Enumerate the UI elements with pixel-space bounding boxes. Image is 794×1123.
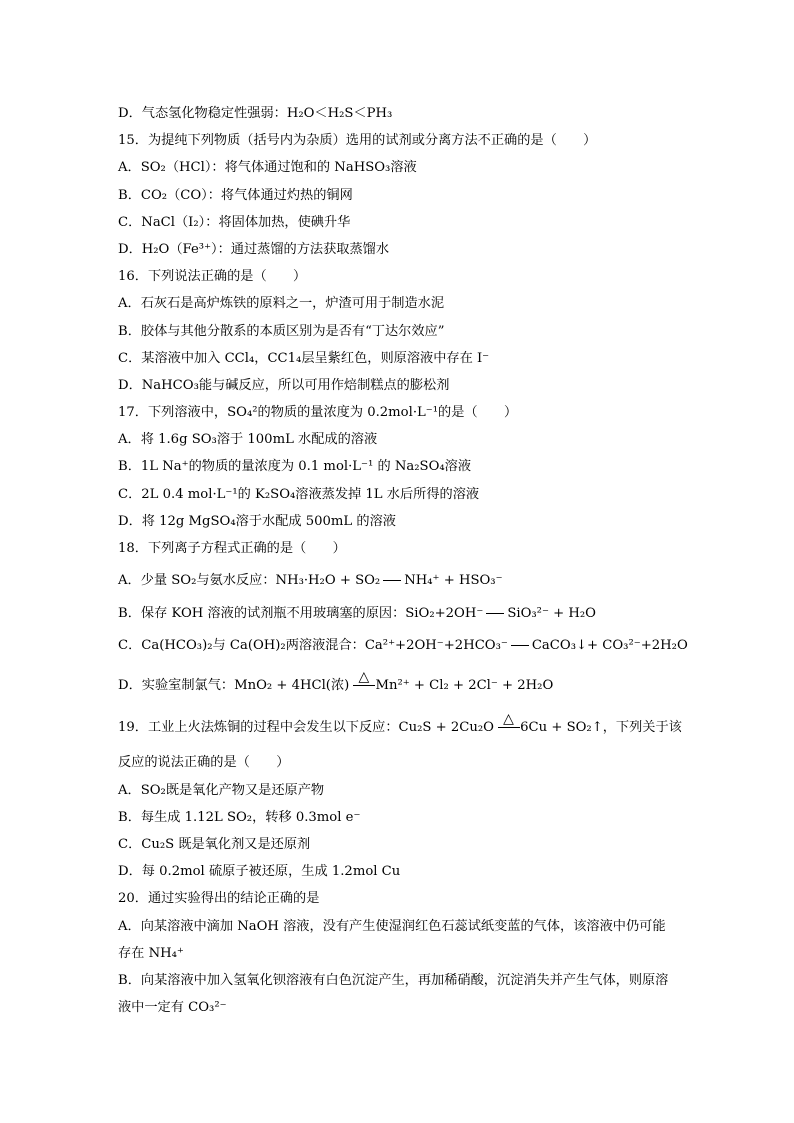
q19-option-d: D．每 0.2mol 硫原子被还原，生成 1.2mol Cu <box>118 864 401 880</box>
q19-stem-products: 6Cu + SO₂↑，下列关于该 <box>520 720 682 736</box>
q15-option-a: A．SO₂（HCl）：将气体通过饱和的 NaHSO₃溶液 <box>118 160 417 176</box>
equation-bar <box>498 727 520 728</box>
q15-option-b: B．CO₂（CO）：将气体通过灼热的铜网 <box>118 187 353 203</box>
q15-option-d: D．H₂O（Fe³⁺）：通过蒸馏的方法获取蒸馏水 <box>118 241 390 257</box>
heat-triangle-icon: △ <box>503 710 514 727</box>
heat-triangle-icon: △ <box>358 668 370 685</box>
heating-arrow-icon <box>353 668 375 693</box>
equation-bar <box>511 645 529 646</box>
q18-c-reactants: C．Ca(HCO₃)₂与 Ca(OH)₂两溶液混合：Ca²⁺+2OH⁻+2HCO₃⁻ <box>118 638 508 654</box>
q17-option-c: C．2L 0.4 mol·L⁻¹的 K₂SO₄溶液蒸发掉 1L 水后所得的溶液 <box>118 486 480 502</box>
q18-d-products: Mn²⁺ + Cl₂ + 2Cl⁻ + 2H₂O <box>375 678 554 694</box>
q15-stem: 15．为提纯下列物质（括号内为杂质）选用的试剂或分离方法不正确的是（ ） <box>118 133 597 149</box>
q19-option-c: C．Cu₂S 既是氧化剂又是还原剂 <box>118 836 311 852</box>
q18-option-c <box>118 627 688 665</box>
q17-option-d: D．将 12g MgSO₄溶于水配成 500mL 的溶液 <box>118 513 396 529</box>
q18-option-d <box>118 665 678 707</box>
q19-stem-line2: 反应的说法正确的是（ ） <box>118 755 290 771</box>
q20-option-a: A．向某溶液中滴加 NaOH 溶液，没有产生使湿润红色石蕊试纸变蓝的气体，该溶液中仍可能存在 NH₄⁺ <box>118 918 666 961</box>
q20-stem: 20．通过实验得出的结论正确的是 <box>118 891 320 907</box>
q16-option-d: D．NaHCO₃能与碱反应，所以可用作焙制糕点的膨松剂 <box>118 377 450 393</box>
q16-option-c: C．某溶液中加入 CCl₄，CC1₄层呈紫红色，则原溶液中存在 I⁻ <box>118 350 490 366</box>
q17-option-b: B．1L Na⁺的物质的量浓度为 0.1 mol·L⁻¹ 的 Na₂SO₄溶液 <box>118 459 472 475</box>
q18-a-reactants: A．少量 SO₂与氨水反应：NH₃·H₂O + SO₂ <box>118 573 381 589</box>
equation-bar <box>353 685 375 686</box>
q17-option-a: A．将 1.6g SO₃溶于 100mL 水配成的溶液 <box>118 432 378 448</box>
q19-option-b: B．每生成 1.12L SO₂，转移 0.3mol e⁻ <box>118 809 361 825</box>
heating-arrow-icon <box>498 710 520 735</box>
equation-bar <box>486 613 504 614</box>
q14-option-d: D．气态氢化物稳定性强弱：H₂O＜H₂S＜PH₃ <box>118 106 393 121</box>
q18-option-a <box>118 562 678 600</box>
q18-stem: 18．下列离子方程式正确的是（ ） <box>118 541 346 556</box>
q19-stem-reactants: 19．工业上火法炼铜的过程中会发生以下反应：Cu₂S + 2Cu₂O <box>118 720 494 736</box>
q18-c-products: CaCO₃↓+ CO₃²⁻+2H₂O <box>531 638 688 654</box>
q19-option-a: A．SO₂既是氧化产物又是还原产物 <box>118 782 325 798</box>
q16-option-a: A．石灰石是高炉炼铁的原料之一，炉渣可用于制造水泥 <box>118 296 445 312</box>
q16-stem: 16．下列说法正确的是（ ） <box>118 269 307 285</box>
exam-page <box>118 100 688 1021</box>
equation-bar <box>383 580 401 581</box>
q18-option-b <box>118 600 678 627</box>
q18-d-reactants: D．实验室制氯气：MnO₂ + 4HCl(浓) <box>118 678 350 694</box>
q16-option-b: B．胶体与其他分散系的本质区别为是否有“丁达尔效应” <box>118 323 445 339</box>
q18-b-reactants: B．保存 KOH 溶液的试剂瓶不用玻璃塞的原因：SiO₂+2OH⁻ <box>118 606 484 622</box>
q20-option-b: B．向某溶液中加入氢氧化钡溶液有白色沉淀产生，再加稀硝酸，沉淀消失并产生气体，则原溶液中一定有 CO₃²⁻ <box>118 972 669 1015</box>
q17-stem: 17．下列溶液中，SO₄²的物质的量浓度为 0.2mol·L⁻¹的是（ ） <box>118 405 518 421</box>
q15-option-c: C．NaCl（I₂）：将固体加热，使碘升华 <box>118 214 351 230</box>
q18-a-products: NH₄⁺ + HSO₃⁻ <box>404 573 503 589</box>
q19-stem-line1 <box>118 707 682 749</box>
q18-b-products: SiO₃²⁻ + H₂O <box>507 606 596 622</box>
